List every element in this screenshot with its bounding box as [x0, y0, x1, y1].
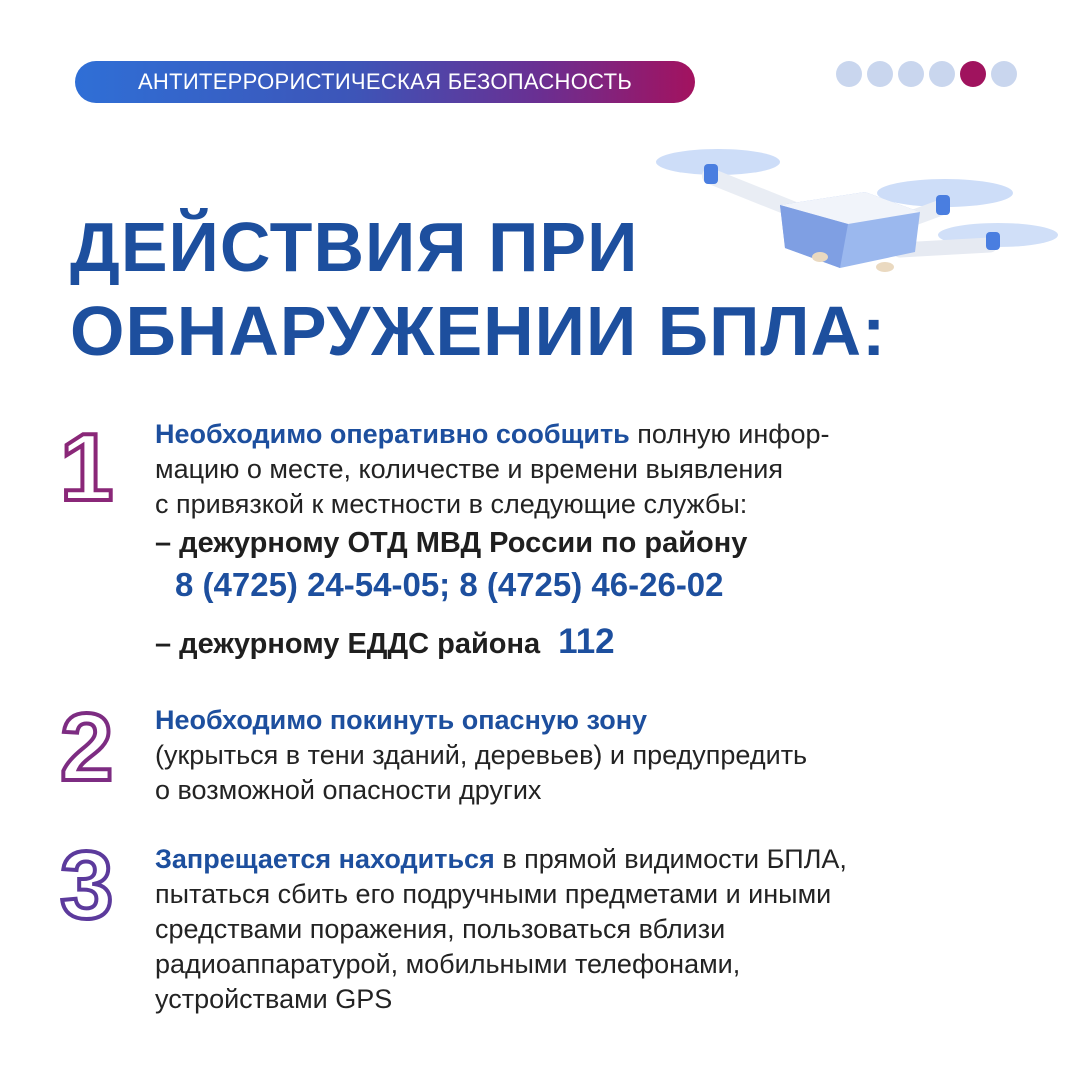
- step-number-3: 3: [60, 832, 114, 939]
- page-dot: [929, 61, 955, 87]
- page-dot-active: [960, 61, 986, 87]
- category-badge: [75, 61, 695, 103]
- step-number-2: 2: [60, 694, 114, 801]
- step-2-body: (укрыться в тени зданий, деревьев) и предупредить о возможной опасности других: [155, 740, 808, 805]
- contact-edds-label: – дежурному ЕДДС района: [155, 628, 541, 660]
- step-number-1: 1: [60, 414, 114, 521]
- category-label: АНТИТЕРРОРИСТИЧЕСКАЯ БЕЗОПАСНОСТЬ: [137, 69, 633, 94]
- step-1-body: полную инфор- мацию о месте, количестве и времени выявления с привязкой к местности в следующие службы:: [155, 419, 830, 519]
- step-1-text: [155, 417, 1015, 522]
- page-dot: [836, 61, 862, 87]
- page-dot: [991, 61, 1017, 87]
- contact-police-phones: 8 (4725) 24-54-05; 8 (4725) 46-26-02: [175, 566, 724, 603]
- step-3-text: [155, 842, 1015, 1017]
- page-dot: [898, 61, 924, 87]
- drone-icon: [640, 140, 1065, 290]
- step-1-lead: Необходимо оперативно сообщить: [155, 419, 630, 449]
- step-2-text: [155, 703, 1015, 808]
- step-2-lead: Необходимо покинуть опасную зону: [155, 705, 648, 735]
- title-line-1: ДЕЙСТВИЯ ПРИ: [70, 208, 639, 286]
- contact-edds: [155, 622, 615, 662]
- title-line-2: ОБНАРУЖЕНИИ БПЛА:: [70, 292, 887, 370]
- step-3-body: в прямой видимости БПЛА, пытаться сбить его подручными предметами и иными средствами поражения, пользоваться вблизи радиоаппаратурой, мобильными телефонами, устройствами GPS: [155, 844, 847, 1014]
- page-dot: [867, 61, 893, 87]
- contact-edds-phone: 112: [558, 622, 615, 661]
- page-indicator: [836, 61, 1017, 87]
- step-3-lead: Запрещается находиться: [155, 844, 495, 874]
- contact-police-label: – дежурному ОТД МВД России по району: [155, 527, 748, 559]
